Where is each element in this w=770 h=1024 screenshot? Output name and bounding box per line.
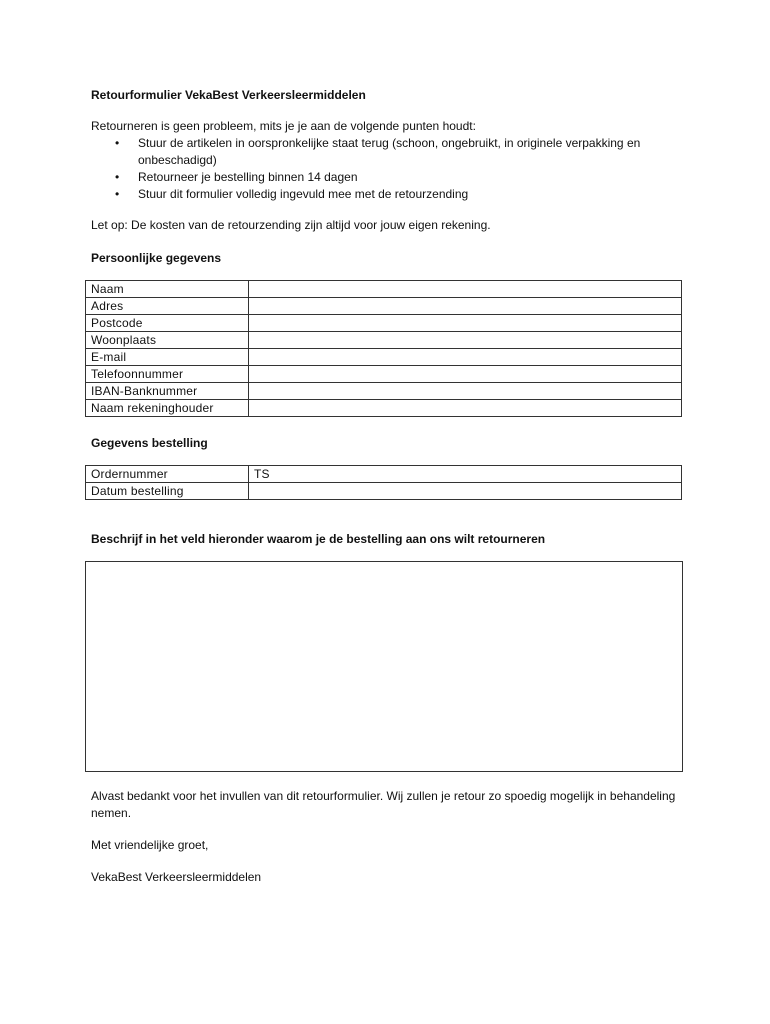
table-row [86,349,682,366]
field-label-naam: Naam [86,281,249,298]
reason-heading: Beschrijf in het veld hieronder waarom je de bestelling aan ons wilt retourneren [91,532,546,546]
table-row [86,332,682,349]
table-row [86,298,682,315]
list-item [91,186,691,203]
field-label-datum: Datum bestelling [86,483,249,500]
order-date-field[interactable] [249,483,682,500]
document-title: Retourformulier VekaBest Verkeersleermiddelen [91,88,366,102]
conditions-list [91,135,691,203]
table-row [86,281,682,298]
table-row [86,400,682,417]
field-label-iban: IBAN-Banknummer [86,383,249,400]
postcode-field[interactable] [249,315,682,332]
bullet-icon: • [115,136,120,150]
thanks-paragraph: Alvast bedankt voor het invullen van dit retourformulier. Wij zullen je retour zo spoedig mogelijk in behandeling nemen. [91,789,676,820]
bullet-icon: • [115,170,120,184]
field-label-postcode: Postcode [86,315,249,332]
condition-text: Stuur de artikelen in oorspronkelijke staat terug (schoon, ongebruikt, in originele verpakking en onbeschadigd) [138,136,641,167]
personal-heading: Persoonlijke gegevens [91,251,222,265]
city-field[interactable] [249,332,682,349]
email-field[interactable] [249,349,682,366]
table-row [86,483,682,500]
greeting: Met vriendelijke groet, [91,838,209,852]
order-details-table [85,465,682,500]
phone-field[interactable] [249,366,682,383]
account-holder-field[interactable] [249,400,682,417]
condition-text: Retourneer je bestelling binnen 14 dagen [138,170,358,184]
condition-text: Stuur dit formulier volledig ingevuld mee met de retourzending [138,187,469,201]
personal-details-table [85,280,682,417]
iban-field[interactable] [249,383,682,400]
list-item [91,135,691,169]
name-field[interactable] [249,281,682,298]
bullet-icon: • [115,187,120,201]
field-label-rekeninghouder: Naam rekeninghouder [86,400,249,417]
field-label-email: E-mail [86,349,249,366]
field-label-telefoonnummer: Telefoonnummer [86,366,249,383]
address-field[interactable] [249,298,682,315]
order-number-field[interactable]: TS [249,466,682,483]
table-row [86,466,682,483]
signature: VekaBest Verkeersleermiddelen [91,870,262,884]
field-label-woonplaats: Woonplaats [86,332,249,349]
cost-note: Let op: De kosten van de retourzending zijn altijd voor jouw eigen rekening. [91,218,491,232]
reason-textarea[interactable] [85,561,683,772]
field-label-ordernummer: Ordernummer [86,466,249,483]
table-row [86,366,682,383]
order-heading: Gegevens bestelling [91,436,208,450]
intro-text: Retourneren is geen probleem, mits je je aan de volgende punten houdt: [91,119,476,133]
list-item [91,169,691,186]
field-label-adres: Adres [86,298,249,315]
table-row [86,315,682,332]
table-row [86,383,682,400]
